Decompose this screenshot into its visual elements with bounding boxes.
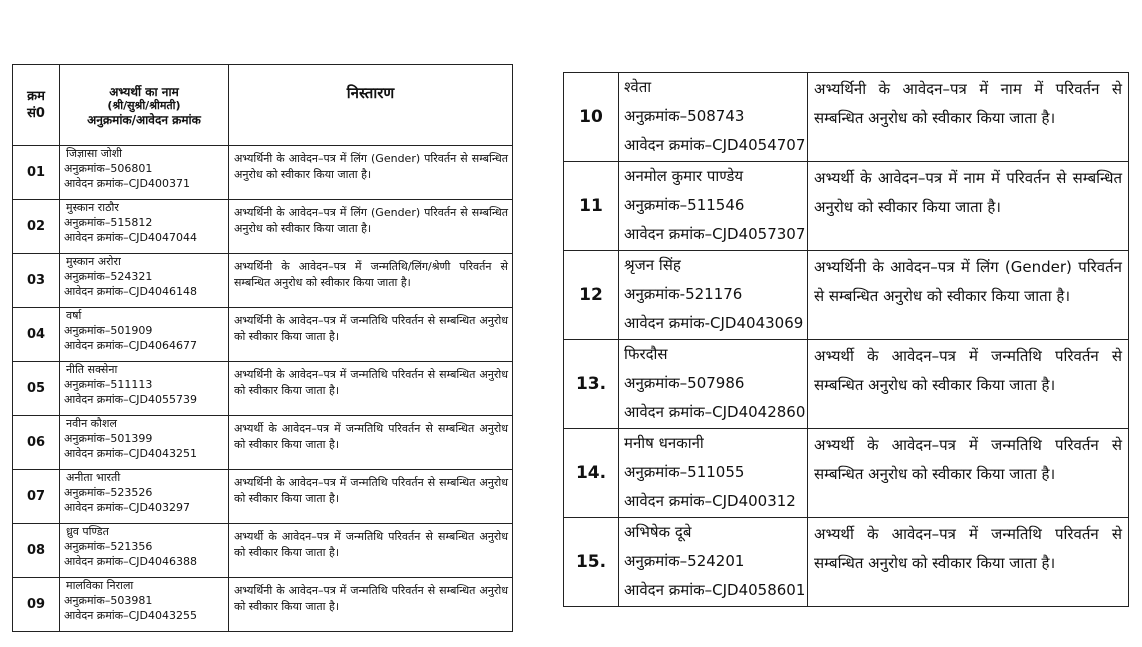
candidate-cell	[60, 470, 229, 524]
application-number: आवेदन क्रमांक–CJD400371	[64, 177, 191, 190]
table-row	[564, 73, 1129, 162]
application-number: आवेदन क्रमांक–CJD4055739	[64, 393, 198, 406]
roll-number: अनुक्रमांक–507986	[624, 374, 745, 392]
roll-number: अनुक्रमांक–521356	[64, 540, 153, 553]
serial-cell: 09	[13, 578, 60, 632]
roll-number: अनुक्रमांक–511055	[624, 463, 745, 481]
candidate-cell	[619, 340, 808, 429]
serial-cell: 05	[13, 362, 60, 416]
resolution-cell: अभ्यर्थिनी के आवेदन–पत्र में जन्मतिथि परिवर्तन से सम्बन्धित अनुरोध को स्वीकार किया जाता है।	[229, 308, 513, 362]
roll-number: अनुक्रमांक–506801	[64, 162, 153, 175]
application-number: आवेदन क्रमांक-CJD4043069	[624, 314, 804, 332]
candidate-name: ध्रुव पण्डित	[66, 525, 109, 538]
candidate-cell	[60, 146, 229, 200]
candidate-name: श्वेता	[624, 78, 652, 96]
candidate-name: अनीता भारती	[66, 471, 121, 484]
roll-number: अनुक्रमांक–524201	[624, 552, 745, 570]
serial-cell: 04	[13, 308, 60, 362]
candidate-cell	[619, 162, 808, 251]
table-row	[13, 254, 513, 308]
candidate-name: नवीन कौशल	[66, 417, 117, 430]
table-row	[13, 146, 513, 200]
candidate-cell	[60, 416, 229, 470]
name-header-line1: अभ्यर्थी का नाम	[109, 85, 179, 99]
candidate-name: नीति सक्सेना	[66, 363, 118, 376]
application-number: आवेदन क्रमांक–CJD4043251	[64, 447, 198, 460]
serial-cell: 12	[564, 251, 619, 340]
resolution-cell: अभ्यर्थिनी के आवेदन–पत्र में लिंग (Gender) परिवर्तन से सम्बन्धित अनुरोध को स्वीकार किया जाता है।	[229, 146, 513, 200]
application-number: आवेदन क्रमांक–CJD400312	[624, 492, 796, 510]
serial-header	[13, 65, 60, 146]
candidate-cell	[60, 362, 229, 416]
name-header-line2: (श्री/सुश्री/श्रीमती)	[107, 99, 181, 112]
serial-cell: 08	[13, 524, 60, 578]
application-number: आवेदन क्रमांक–CJD4057307	[624, 225, 806, 243]
candidate-name: मनीष धनकानी	[624, 434, 704, 452]
serial-cell: 06	[13, 416, 60, 470]
serial-cell: 01	[13, 146, 60, 200]
application-number: आवेदन क्रमांक–CJD4047044	[64, 231, 198, 244]
resolution-cell: अभ्यर्थिनी के आवेदन–पत्र में जन्मतिथि परिवर्तन से सम्बन्धित अनुरोध को स्वीकार किया जाता है।	[229, 578, 513, 632]
candidate-cell	[60, 200, 229, 254]
resolution-cell: अभ्यर्थी के आवेदन–पत्र में नाम में परिवर्तन से सम्बन्धित अनुरोध को स्वीकार किया जाता है।	[808, 162, 1129, 251]
resolution-cell: अभ्यर्थिनी के आवेदन–पत्र में लिंग (Gender) परिवर्तन से सम्बन्धित अनुरोध को स्वीकार किया जाता है।	[808, 251, 1129, 340]
serial-cell: 10	[564, 73, 619, 162]
resolution-cell: अभ्यर्थिनी के आवेदन–पत्र में जन्मतिथि परिवर्तन से सम्बन्धित अनुरोध को स्वीकार किया जाता है।	[229, 470, 513, 524]
application-number: आवेदन क्रमांक–CJD403297	[64, 501, 191, 514]
application-number: आवेदन क्रमांक–CJD4054707	[624, 136, 806, 154]
right-results-table	[563, 72, 1129, 607]
table-header-row	[13, 65, 513, 146]
serial-header-line1: क्रम	[27, 89, 45, 104]
candidate-name: अभिषेक दूबे	[624, 523, 692, 541]
table-row	[13, 362, 513, 416]
roll-number: अनुक्रमांक–501399	[64, 432, 153, 445]
roll-number: अनुक्रमांक–523526	[64, 486, 153, 499]
serial-cell: 07	[13, 470, 60, 524]
candidate-name: श्रृजन सिंह	[624, 256, 681, 274]
resolution-cell: अभ्यर्थिनी के आवेदन–पत्र में लिंग (Gender) परिवर्तन से सम्बन्धित अनुरोध को स्वीकार किया जाता है।	[229, 200, 513, 254]
candidate-name: वर्षा	[66, 309, 82, 322]
application-number: आवेदन क्रमांक–CJD4046148	[64, 285, 198, 298]
serial-header-line2: सं0	[27, 106, 45, 121]
table-row	[564, 518, 1129, 607]
name-header-line3: अनुक्रमांक/आवेदन क्रमांक	[87, 113, 201, 127]
serial-cell: 15.	[564, 518, 619, 607]
resolution-cell: अभ्यर्थिनी के आवेदन–पत्र में नाम में परिवर्तन से सम्बन्धित अनुरोध को स्वीकार किया जाता है।	[808, 73, 1129, 162]
roll-number: अनुक्रमांक–511113	[64, 378, 153, 391]
resolution-cell: अभ्यर्थिनी के आवेदन–पत्र में जन्मतिथि/लिंग/श्रेणी परिवर्तन से सम्बन्धित अनुरोध को स्वीकार किया जाता है।	[229, 254, 513, 308]
candidate-name: फिरदौस	[624, 345, 668, 363]
resolution-cell: अभ्यर्थी के आवेदन–पत्र में जन्मतिथि परिवर्तन से सम्बन्धित अनुरोध को स्वीकार किया जाता है।	[808, 340, 1129, 429]
candidate-cell	[619, 518, 808, 607]
resolution-cell: अभ्यर्थी के आवेदन–पत्र में जन्मतिथि परिवर्तन से सम्बन्धित अनुरोध को स्वीकार किया जाता है।	[808, 429, 1129, 518]
table-row	[564, 340, 1129, 429]
roll-number: अनुक्रमांक–508743	[624, 107, 745, 125]
application-number: आवेदन क्रमांक–CJD4058601	[624, 581, 806, 599]
table-row	[13, 200, 513, 254]
candidate-cell	[60, 524, 229, 578]
roll-number: अनुक्रमांक–501909	[64, 324, 153, 337]
serial-cell: 03	[13, 254, 60, 308]
name-header	[60, 65, 229, 146]
table-row	[13, 308, 513, 362]
roll-number: अनुक्रमांक–503981	[64, 594, 153, 607]
candidate-name: जिज्ञासा जोशी	[66, 147, 123, 160]
application-number: आवेदन क्रमांक–CJD4042860	[624, 403, 806, 421]
candidate-name: मुस्कान अरोरा	[66, 255, 121, 268]
left-results-table	[12, 64, 513, 632]
candidate-cell	[619, 73, 808, 162]
table-row	[13, 524, 513, 578]
table-row	[564, 429, 1129, 518]
roll-number: अनुक्रमांक–511546	[624, 196, 745, 214]
table-row	[13, 578, 513, 632]
candidate-cell	[619, 251, 808, 340]
roll-number: अनुक्रमांक-521176	[624, 285, 743, 303]
resolution-cell: अभ्यर्थी के आवेदन–पत्र में जन्मतिथि परिवर्तन से सम्बन्धित अनुरोध को स्वीकार किया जाता है।	[229, 416, 513, 470]
serial-cell: 02	[13, 200, 60, 254]
candidate-cell	[619, 429, 808, 518]
roll-number: अनुक्रमांक–524321	[64, 270, 153, 283]
table-row	[13, 416, 513, 470]
roll-number: अनुक्रमांक–515812	[64, 216, 153, 229]
candidate-name: मालविका निराला	[66, 579, 134, 592]
candidate-name: मुस्कान राठौर	[66, 201, 119, 214]
serial-cell: 13.	[564, 340, 619, 429]
resolution-header: निस्तारण	[229, 65, 513, 146]
candidate-cell	[60, 254, 229, 308]
table-row	[564, 251, 1129, 340]
application-number: आवेदन क्रमांक–CJD4046388	[64, 555, 198, 568]
table-row	[564, 162, 1129, 251]
resolution-cell: अभ्यर्थी के आवेदन–पत्र में जन्मतिथि परिवर्तन से सम्बन्धित अनुरोध को स्वीकार किया जाता है।	[808, 518, 1129, 607]
candidate-cell	[60, 308, 229, 362]
candidate-name: अनमोल कुमार पाण्डेय	[624, 167, 744, 185]
serial-cell: 11	[564, 162, 619, 251]
application-number: आवेदन क्रमांक–CJD4043255	[64, 609, 198, 622]
application-number: आवेदन क्रमांक–CJD4064677	[64, 339, 198, 352]
candidate-cell	[60, 578, 229, 632]
resolution-cell: अभ्यर्थी के आवेदन–पत्र में जन्मतिथि परिवर्तन से सम्बन्धित अनुरोध को स्वीकार किया जाता है।	[229, 524, 513, 578]
resolution-cell: अभ्यर्थिनी के आवेदन–पत्र में जन्मतिथि परिवर्तन से सम्बन्धित अनुरोध को स्वीकार किया जाता है।	[229, 362, 513, 416]
serial-cell: 14.	[564, 429, 619, 518]
table-row	[13, 470, 513, 524]
